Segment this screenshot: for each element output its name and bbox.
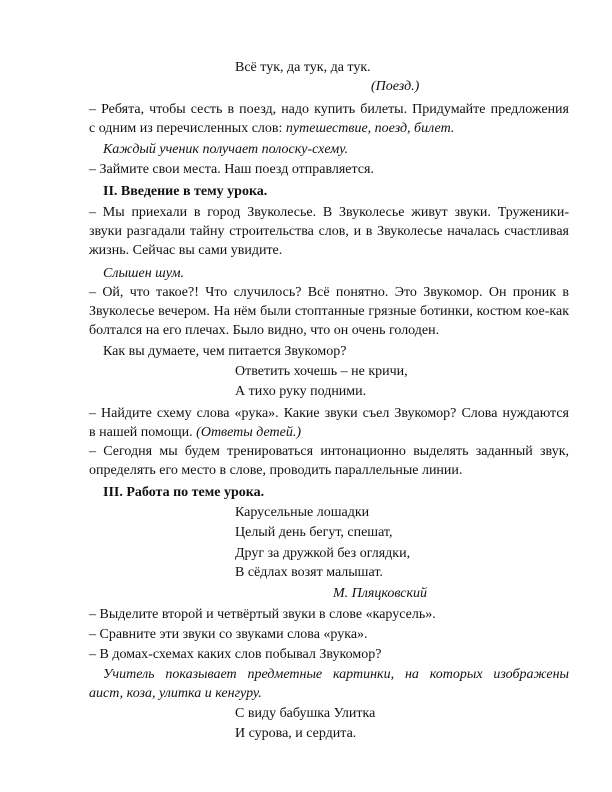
rhyme-line: Ответить хочешь – не кричи,: [235, 364, 408, 379]
note-line: аист, коза, улитка и кенгуру.: [89, 686, 262, 701]
paragraph-line: – Сегодня мы будем тренироваться интонационно выделять заданный звук,: [89, 444, 569, 459]
paragraph-city: [89, 203, 569, 260]
paragraph-scheme: [89, 404, 569, 442]
paragraph-line: определять его место в слове, проводить параллельные линии.: [89, 463, 463, 478]
paragraph-seats: – Займите свои места. Наш поезд отправляется.: [89, 162, 374, 177]
section-heading-2: II. Введение в тему урока.: [103, 184, 268, 199]
intro-poem-line: Всё тук, да тук, да тук.: [235, 60, 371, 75]
question-line: Как вы думаете, чем питается Звукомор?: [103, 344, 347, 359]
paragraph-line: – Ой, что такое?! Что случилось? Всё понятно. Это Звукомор. Он проник в: [89, 285, 569, 300]
note-noise: Слышен шум.: [103, 266, 185, 281]
poem-line: Карусельные лошадки: [235, 505, 370, 520]
text-span: с одним из перечисленных слов:: [89, 121, 286, 136]
poem-line: С виду бабушка Улитка: [235, 706, 376, 721]
paragraph-line: – Ребята, чтобы сесть в поезд, надо купить билеты. Придумайте предложения: [89, 102, 569, 117]
poem-line: И сурова, и сердита.: [235, 726, 357, 741]
poem-line: Друг за дружкой без оглядки,: [235, 546, 411, 561]
poem-line: В сёдлах возят малышат.: [235, 565, 383, 580]
paragraph-line: [89, 423, 569, 442]
paragraph-line: болтался на его плечах. Было видно, что он очень голоден.: [89, 323, 440, 338]
paragraph-zvukomor: [89, 283, 569, 340]
intro-poem-answer: (Поезд.): [371, 79, 420, 94]
note-teacher: [89, 665, 569, 703]
paragraph-line: – Найдите схему слова «рука». Какие звуки съел Звукомор? Слова нуждаются: [89, 406, 569, 421]
paragraph-line: – Мы приехали в город Звуколесье. В Звуколесье живут звуки. Труженики-: [89, 205, 569, 220]
paragraph-today: [89, 442, 569, 480]
task-line: – Выделите второй и четвёртый звуки в слове «карусель».: [89, 607, 436, 622]
paragraph-line: звуки разгадали тайну строительства слов, и в Звуколесье началась счастливая: [89, 224, 569, 239]
note-strip: Каждый ученик получает полоску-схему.: [103, 142, 349, 157]
paragraph-line: [89, 119, 569, 138]
paragraph-line: жизнь. Сейчас вы сами увидите.: [89, 243, 283, 258]
italic-answer: (Ответы детей.): [196, 425, 302, 440]
note-line: Учитель показывает предметные картинки, на которых изображены: [103, 667, 569, 682]
paragraph-tickets: [89, 100, 569, 138]
rhyme-line: А тихо руку подними.: [235, 384, 367, 399]
paragraph-line: Звуколесье вечером. На нём были стоптанные грязные ботинки, костюм кое-как: [89, 304, 569, 319]
task-line: – В домах-схемах каких слов побывал Звукомор?: [89, 647, 382, 662]
italic-words: путешествие, поезд, билет.: [285, 121, 455, 136]
section-heading-3: III. Работа по теме урока.: [103, 485, 265, 500]
task-line: – Сравните эти звуки со звуками слова «рука».: [89, 627, 368, 642]
text-span: в нашей помощи.: [89, 425, 197, 440]
poem-author: М. Пляцковский: [333, 586, 428, 601]
poem-line: Целый день бегут, спешат,: [235, 525, 393, 540]
